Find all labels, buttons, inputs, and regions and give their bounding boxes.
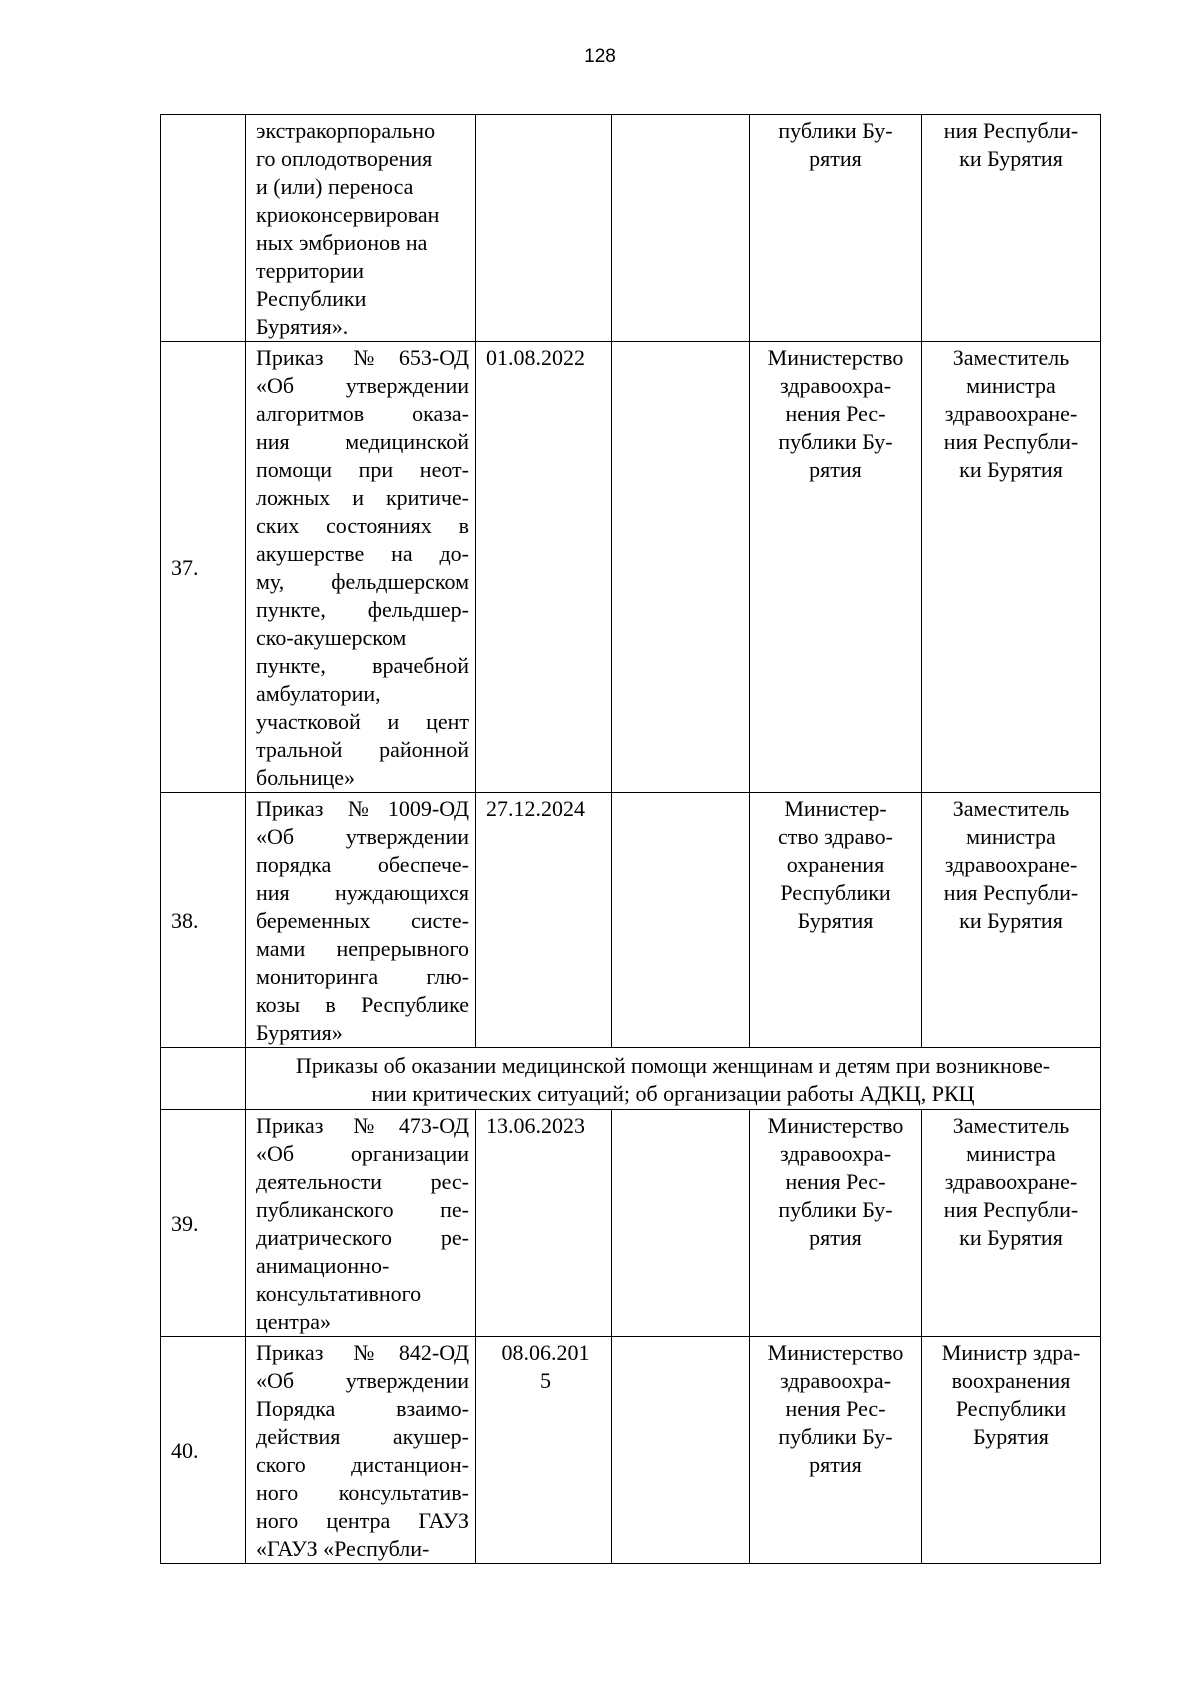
text-line: министра — [966, 824, 1056, 849]
text-line: и (или) переноса — [256, 174, 414, 199]
text-line: рятия — [809, 1452, 862, 1477]
text-line: ния медицинской — [256, 429, 469, 454]
text-line: ния Республи- — [943, 880, 1079, 905]
text-line: «ГАУЗ «Республи- — [256, 1536, 430, 1561]
text-line: му, фельдшерском — [256, 569, 469, 594]
text-line: министра — [966, 1141, 1056, 1166]
text-line: Республики — [780, 880, 891, 905]
text-line: здравоохра- — [779, 373, 892, 398]
text-line: Порядка взаимо- — [256, 1396, 469, 1421]
row-number: 40. — [161, 1337, 246, 1564]
text-line: пункте, фельдшер- — [256, 597, 469, 622]
table-row — [161, 793, 1101, 1048]
text-line: Министерство — [767, 345, 904, 370]
document-date — [476, 1337, 612, 1564]
text-line: публики Бу- — [778, 429, 893, 454]
text-line: «Об утверждении — [256, 824, 469, 849]
text-line: «Об утверждении — [256, 373, 469, 398]
text-line: воохранения — [951, 1368, 1071, 1393]
text-line: «Об организации — [256, 1141, 469, 1166]
executor-cell — [612, 1110, 750, 1337]
text-line: нения Рес- — [785, 401, 886, 426]
text-line: больнице» — [256, 765, 355, 790]
text-line: Приказ №1009-ОД — [256, 796, 469, 821]
issuing-organization — [750, 1110, 922, 1337]
executor-cell — [612, 1337, 750, 1564]
text-line: здравоохра- — [779, 1141, 892, 1166]
text-line: здравоохране- — [944, 1169, 1078, 1194]
text-line: диатрического ре- — [256, 1225, 469, 1250]
executor-cell — [612, 342, 750, 793]
text-line: ско-акушерском — [256, 625, 407, 650]
text-line: центра» — [256, 1309, 331, 1334]
text-line: ки Бурятия — [959, 1225, 1063, 1250]
text-line: Министерство — [767, 1340, 904, 1365]
documents-table — [160, 114, 1101, 1564]
text-line: действия акушер- — [256, 1424, 469, 1449]
text-line: здравоохра- — [779, 1368, 892, 1393]
issuing-organization — [750, 115, 922, 342]
text-line: мониторинга глю- — [256, 964, 469, 989]
text-line: территории — [256, 258, 365, 283]
document-date: 27.12.2024 — [476, 793, 612, 1048]
text-line: нения Рес- — [785, 1169, 886, 1194]
text-line: Министр здра- — [941, 1340, 1081, 1365]
document-title — [246, 115, 476, 342]
row-number: 37. — [161, 342, 246, 793]
text-line: алгоритмов оказа- — [256, 401, 469, 426]
text-line: Бурятия». — [256, 314, 349, 339]
text-line: здравоохране- — [944, 852, 1078, 877]
text-line: рятия — [809, 1225, 862, 1250]
section-header-row — [161, 1048, 1101, 1110]
issuing-organization — [750, 342, 922, 793]
text-line: пункте, врачебной — [256, 653, 469, 678]
page-number: 128 — [584, 46, 616, 67]
text-line: публиканского пе- — [256, 1197, 469, 1222]
text-line: акушерстве на до- — [256, 541, 469, 566]
text-line: Бурятия» — [256, 1020, 343, 1045]
text-line: Бурятия — [797, 908, 874, 933]
responsible-person — [922, 342, 1101, 793]
text-line: амбулатории, — [256, 681, 381, 706]
text-line: публики Бу- — [778, 1424, 893, 1449]
responsible-person — [922, 115, 1101, 342]
row-number: 39. — [161, 1110, 246, 1337]
document-date: 01.08.2022 — [476, 342, 612, 793]
text-line: рятия — [809, 146, 862, 171]
text-line: ния Республи- — [943, 429, 1079, 454]
text-line: участковой и цент — [256, 709, 469, 734]
responsible-person — [922, 1110, 1101, 1337]
document-date — [476, 115, 612, 342]
text-line: Республики — [955, 1396, 1067, 1421]
text-line: Приказ №842-ОД — [256, 1340, 469, 1365]
text-line: Приказ №473-ОД — [256, 1113, 469, 1138]
text-line: порядка обеспече- — [256, 852, 469, 877]
table-row — [161, 115, 1101, 342]
text-line: Заместитель — [952, 1113, 1070, 1138]
document-title — [246, 793, 476, 1048]
document-title — [246, 1110, 476, 1337]
text-line: го оплодотворения — [256, 146, 433, 171]
executor-cell — [612, 793, 750, 1048]
text-line: 5 — [540, 1368, 551, 1393]
text-line: публики Бу- — [778, 118, 893, 143]
text-line: ния нуждающихся — [256, 880, 469, 905]
text-line: министра — [966, 373, 1056, 398]
text-line: 08.06.201 — [501, 1340, 590, 1365]
text-line: деятельности рес- — [256, 1169, 469, 1194]
text-line: ки Бурятия — [959, 146, 1063, 171]
text-line: ского дистанцион- — [256, 1452, 469, 1477]
text-line: Министерство — [767, 1113, 904, 1138]
text-line: ложных и критиче- — [256, 485, 469, 510]
text-line: ных эмбрионов на — [256, 230, 428, 255]
text-line: нии критических ситуаций; об организации работы АДКЦ, РКЦ — [371, 1081, 975, 1106]
responsible-person — [922, 793, 1101, 1048]
document-title — [246, 342, 476, 793]
text-line: охранения — [786, 852, 885, 877]
text-line: ских состояниях в — [256, 513, 469, 538]
text-line: Приказы об оказании медицинской помощи женщинам и детям при возникнове- — [295, 1053, 1051, 1078]
table-row — [161, 1110, 1101, 1337]
text-line: рятия — [809, 457, 862, 482]
executor-cell — [612, 115, 750, 342]
text-line: экстракорпорально — [256, 118, 436, 143]
text-line: «Об утверждении — [256, 1368, 469, 1393]
text-line: ного консультатив- — [256, 1480, 469, 1505]
text-line: анимационно- — [256, 1253, 390, 1278]
text-line: помощи при неот- — [256, 457, 469, 482]
text-line: публики Бу- — [778, 1197, 893, 1222]
text-line: ство здраво- — [778, 824, 893, 849]
text-line: мами непрерывного — [256, 936, 469, 961]
section-heading — [246, 1048, 1101, 1110]
text-line: Заместитель — [952, 345, 1070, 370]
text-line: Министер- — [784, 796, 887, 821]
document-title — [246, 1337, 476, 1564]
section-number-cell — [161, 1048, 246, 1110]
text-line: ки Бурятия — [959, 457, 1063, 482]
text-line: тральной районной — [256, 737, 469, 762]
text-line: Заместитель — [952, 796, 1070, 821]
text-line: козы в Республике — [256, 992, 469, 1017]
row-number — [161, 115, 246, 342]
text-line: криоконсервирован — [256, 202, 440, 227]
table-row — [161, 1337, 1101, 1564]
document-date: 13.06.2023 — [476, 1110, 612, 1337]
text-line: ки Бурятия — [959, 908, 1063, 933]
table-row — [161, 342, 1101, 793]
text-line: здравоохране- — [944, 401, 1078, 426]
text-line: ного центра ГАУЗ — [256, 1508, 469, 1533]
responsible-person — [922, 1337, 1101, 1564]
text-line: ния Республи- — [943, 1197, 1079, 1222]
text-line: Бурятия — [973, 1424, 1049, 1449]
text-line: консультативного — [256, 1281, 422, 1306]
text-line: ния Республи- — [943, 118, 1079, 143]
issuing-organization — [750, 1337, 922, 1564]
text-line: Республики — [256, 286, 367, 311]
text-line: Приказ №653-ОД — [256, 345, 469, 370]
text-line: беременных систе- — [256, 908, 469, 933]
issuing-organization — [750, 793, 922, 1048]
text-line: нения Рес- — [785, 1396, 886, 1421]
row-number: 38. — [161, 793, 246, 1048]
